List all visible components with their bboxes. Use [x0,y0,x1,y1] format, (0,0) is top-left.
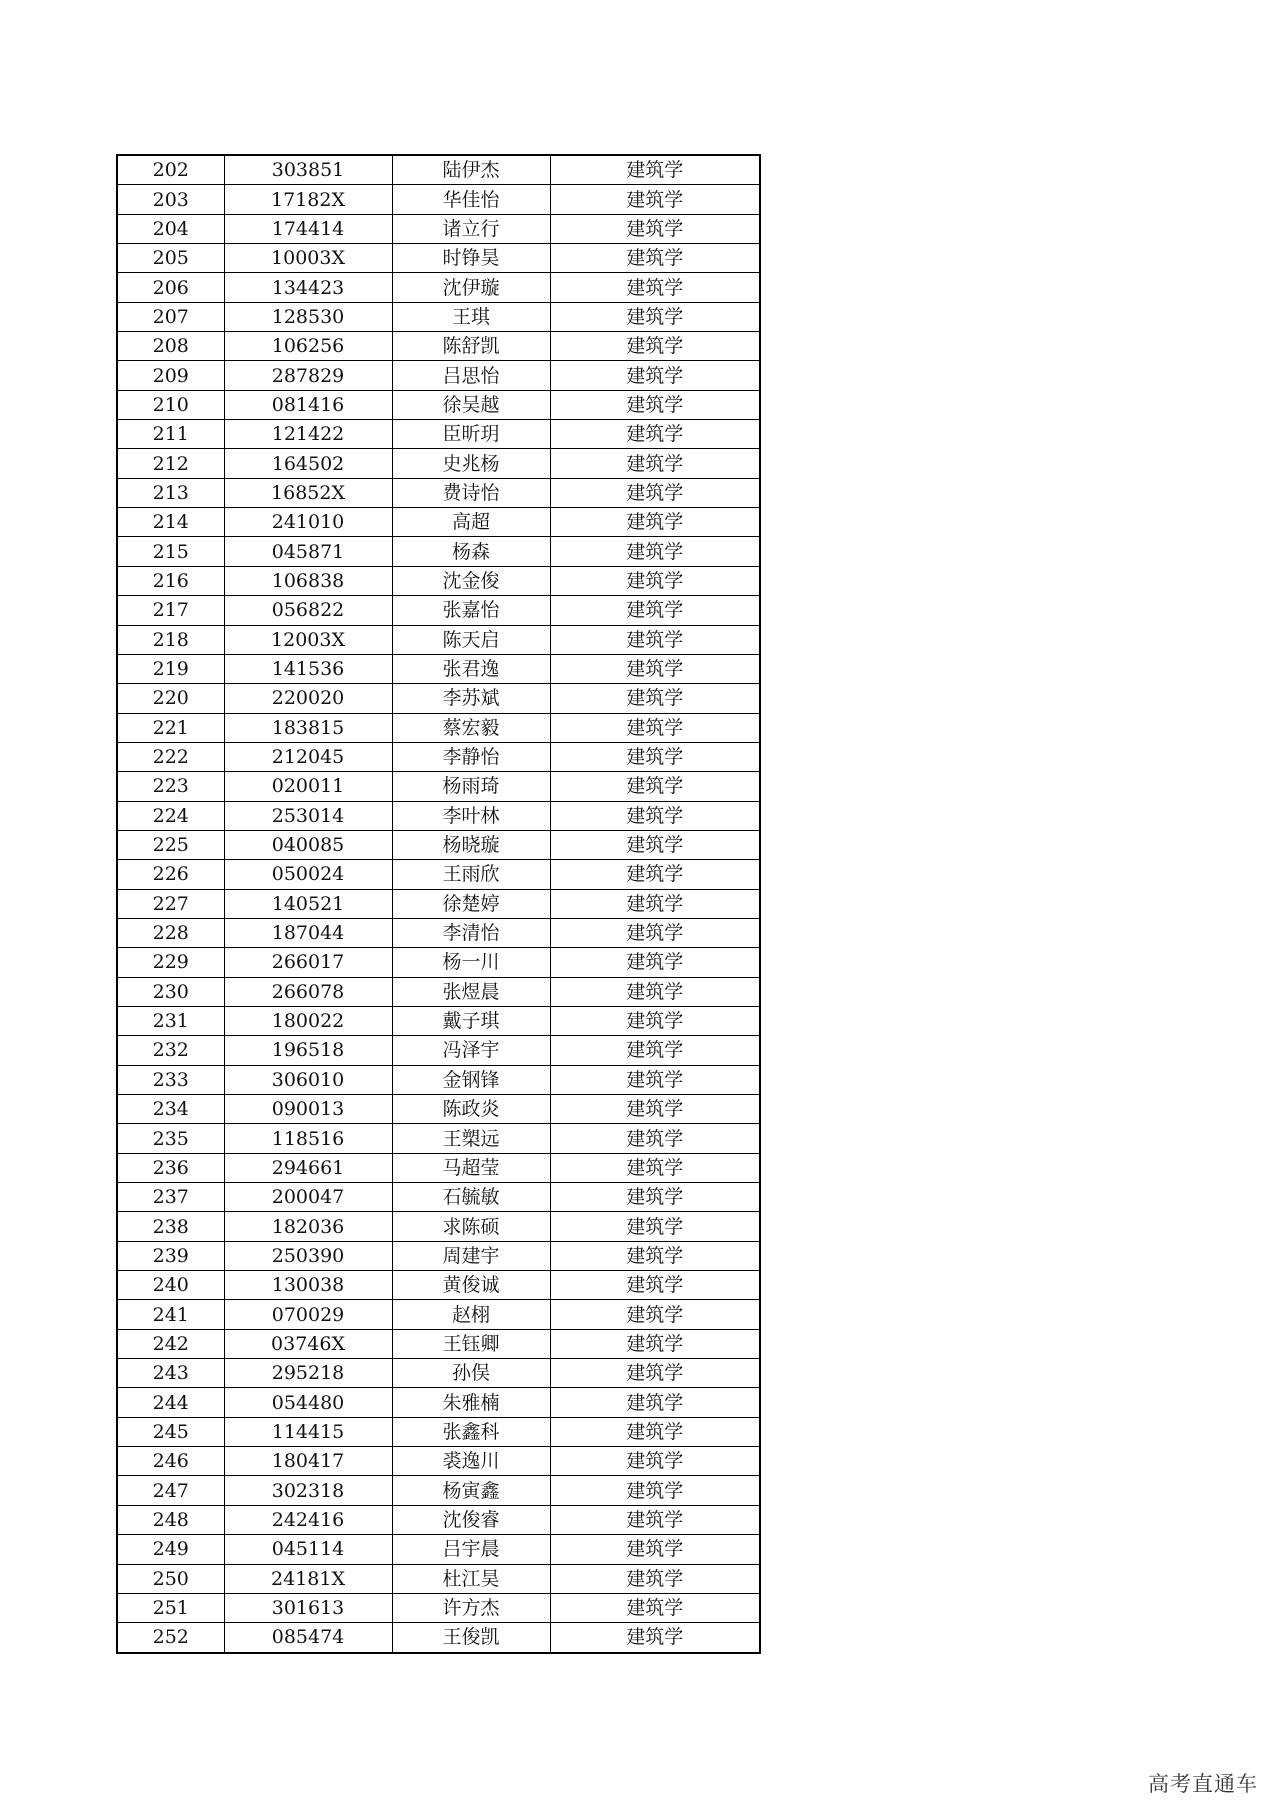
student-name-cell: 石毓敏 [392,1183,550,1212]
id-suffix-cell: 306010 [224,1065,392,1094]
table-row [117,566,760,595]
row-number-cell: 223 [117,772,224,801]
student-name-cell: 徐楚婷 [392,889,550,918]
id-suffix-cell: 141536 [224,654,392,683]
id-suffix-cell: 114415 [224,1417,392,1446]
id-suffix-cell: 174414 [224,214,392,243]
id-suffix-cell: 182036 [224,1212,392,1241]
major-cell: 建筑学 [550,537,760,566]
id-suffix-cell: 301613 [224,1593,392,1622]
table-row [117,244,760,273]
student-name-cell: 李苏斌 [392,684,550,713]
major-cell: 建筑学 [550,214,760,243]
student-name-cell: 王俊凯 [392,1623,550,1653]
id-suffix-cell: 164502 [224,449,392,478]
id-suffix-cell: 303851 [224,155,392,185]
table-row [117,361,760,390]
student-name-cell: 杨寅鑫 [392,1476,550,1505]
table-row [117,185,760,214]
table-row [117,801,760,830]
major-cell: 建筑学 [550,1300,760,1329]
major-cell: 建筑学 [550,420,760,449]
row-number-cell: 238 [117,1212,224,1241]
id-suffix-cell: 040085 [224,830,392,859]
table-row [117,1447,760,1476]
row-number-cell: 235 [117,1124,224,1153]
major-cell: 建筑学 [550,273,760,302]
row-number-cell: 249 [117,1535,224,1564]
major-cell: 建筑学 [550,185,760,214]
table-row [117,596,760,625]
id-suffix-cell: 106838 [224,566,392,595]
table-row [117,302,760,331]
row-number-cell: 218 [117,625,224,654]
row-number-cell: 208 [117,332,224,361]
student-name-cell: 杨森 [392,537,550,566]
student-name-cell: 赵栩 [392,1300,550,1329]
table-row [117,1417,760,1446]
row-number-cell: 214 [117,508,224,537]
id-suffix-cell: 070029 [224,1300,392,1329]
row-number-cell: 221 [117,713,224,742]
id-suffix-cell: 220020 [224,684,392,713]
row-number-cell: 240 [117,1271,224,1300]
id-suffix-cell: 287829 [224,361,392,390]
id-suffix-cell: 121422 [224,420,392,449]
major-cell: 建筑学 [550,772,760,801]
id-suffix-cell: 118516 [224,1124,392,1153]
student-name-cell: 冯泽宇 [392,1036,550,1065]
table-row [117,1535,760,1564]
table-row [117,1388,760,1417]
major-cell: 建筑学 [550,566,760,595]
table-row [117,214,760,243]
row-number-cell: 216 [117,566,224,595]
row-number-cell: 234 [117,1095,224,1124]
row-number-cell: 243 [117,1359,224,1388]
major-cell: 建筑学 [550,1095,760,1124]
major-cell: 建筑学 [550,1153,760,1182]
id-suffix-cell: 090013 [224,1095,392,1124]
id-suffix-cell: 250390 [224,1241,392,1270]
id-suffix-cell: 056822 [224,596,392,625]
id-suffix-cell: 130038 [224,1271,392,1300]
id-suffix-cell: 03746X [224,1329,392,1358]
table-row [117,1564,760,1593]
major-cell: 建筑学 [550,654,760,683]
id-suffix-cell: 081416 [224,390,392,419]
table-row [117,478,760,507]
id-suffix-cell: 10003X [224,244,392,273]
student-name-cell: 周建宇 [392,1241,550,1270]
table-row [117,1593,760,1622]
row-number-cell: 246 [117,1447,224,1476]
student-name-cell: 张煜晨 [392,977,550,1006]
major-cell: 建筑学 [550,1241,760,1270]
id-suffix-cell: 085474 [224,1623,392,1653]
row-number-cell: 205 [117,244,224,273]
major-cell: 建筑学 [550,361,760,390]
major-cell: 建筑学 [550,1447,760,1476]
table-row [117,273,760,302]
major-cell: 建筑学 [550,1535,760,1564]
table-row [117,1183,760,1212]
table-row [117,742,760,771]
student-name-cell: 杜江昊 [392,1564,550,1593]
major-cell: 建筑学 [550,302,760,331]
row-number-cell: 212 [117,449,224,478]
row-number-cell: 228 [117,918,224,947]
row-number-cell: 239 [117,1241,224,1270]
row-number-cell: 248 [117,1505,224,1534]
id-suffix-cell: 106256 [224,332,392,361]
major-cell: 建筑学 [550,625,760,654]
student-name-cell: 沈俊睿 [392,1505,550,1534]
row-number-cell: 210 [117,390,224,419]
student-name-cell: 蔡宏毅 [392,713,550,742]
table-row [117,684,760,713]
table-row [117,772,760,801]
row-number-cell: 237 [117,1183,224,1212]
row-number-cell: 236 [117,1153,224,1182]
student-name-cell: 王钰卿 [392,1329,550,1358]
major-cell: 建筑学 [550,390,760,419]
row-number-cell: 202 [117,155,224,185]
major-cell: 建筑学 [550,860,760,889]
table-row [117,1241,760,1270]
major-cell: 建筑学 [550,801,760,830]
row-number-cell: 250 [117,1564,224,1593]
major-cell: 建筑学 [550,1505,760,1534]
student-name-cell: 杨晓璇 [392,830,550,859]
student-name-cell: 吕思怡 [392,361,550,390]
id-suffix-cell: 050024 [224,860,392,889]
major-cell: 建筑学 [550,1564,760,1593]
row-number-cell: 219 [117,654,224,683]
student-name-cell: 戴子琪 [392,1006,550,1035]
id-suffix-cell: 134423 [224,273,392,302]
table-row [117,1095,760,1124]
table-row [117,654,760,683]
student-name-cell: 陈舒凯 [392,332,550,361]
student-name-cell: 吕宇晨 [392,1535,550,1564]
table-row [117,948,760,977]
row-number-cell: 217 [117,596,224,625]
table-row [117,332,760,361]
major-cell: 建筑学 [550,742,760,771]
row-number-cell: 244 [117,1388,224,1417]
table-row [117,1036,760,1065]
major-cell: 建筑学 [550,918,760,947]
table-row [117,1359,760,1388]
table-row [117,1623,760,1653]
row-number-cell: 220 [117,684,224,713]
id-suffix-cell: 295218 [224,1359,392,1388]
table-row [117,1153,760,1182]
major-cell: 建筑学 [550,1593,760,1622]
id-suffix-cell: 045871 [224,537,392,566]
id-suffix-cell: 200047 [224,1183,392,1212]
student-name-cell: 裘逸川 [392,1447,550,1476]
major-cell: 建筑学 [550,1036,760,1065]
major-cell: 建筑学 [550,684,760,713]
student-name-cell: 史兆杨 [392,449,550,478]
student-name-cell: 时铮昊 [392,244,550,273]
id-suffix-cell: 266017 [224,948,392,977]
major-cell: 建筑学 [550,1359,760,1388]
major-cell: 建筑学 [550,1623,760,1653]
student-name-cell: 张君逸 [392,654,550,683]
student-name-cell: 华佳怡 [392,185,550,214]
id-suffix-cell: 020011 [224,772,392,801]
id-suffix-cell: 24181X [224,1564,392,1593]
major-cell: 建筑学 [550,977,760,1006]
id-suffix-cell: 140521 [224,889,392,918]
row-number-cell: 225 [117,830,224,859]
row-number-cell: 211 [117,420,224,449]
row-number-cell: 203 [117,185,224,214]
row-number-cell: 231 [117,1006,224,1035]
student-name-cell: 张鑫科 [392,1417,550,1446]
student-name-cell: 臣昕玥 [392,420,550,449]
student-name-cell: 高超 [392,508,550,537]
table-row [117,1065,760,1094]
table-row [117,918,760,947]
id-suffix-cell: 187044 [224,918,392,947]
student-name-cell: 陆伊杰 [392,155,550,185]
table-row [117,625,760,654]
id-suffix-cell: 12003X [224,625,392,654]
student-name-cell: 朱雅楠 [392,1388,550,1417]
major-cell: 建筑学 [550,332,760,361]
row-number-cell: 252 [117,1623,224,1653]
id-suffix-cell: 212045 [224,742,392,771]
row-number-cell: 222 [117,742,224,771]
student-name-cell: 陈天启 [392,625,550,654]
admission-list-table [116,154,761,1654]
major-cell: 建筑学 [550,596,760,625]
major-cell: 建筑学 [550,244,760,273]
row-number-cell: 207 [117,302,224,331]
row-number-cell: 206 [117,273,224,302]
major-cell: 建筑学 [550,449,760,478]
row-number-cell: 229 [117,948,224,977]
major-cell: 建筑学 [550,948,760,977]
id-suffix-cell: 242416 [224,1505,392,1534]
student-name-cell: 黄俊诚 [392,1271,550,1300]
table-row [117,508,760,537]
row-number-cell: 247 [117,1476,224,1505]
student-name-cell: 许方杰 [392,1593,550,1622]
row-number-cell: 204 [117,214,224,243]
student-name-cell: 金钢锋 [392,1065,550,1094]
id-suffix-cell: 128530 [224,302,392,331]
student-name-cell: 求陈硕 [392,1212,550,1241]
table-row [117,1271,760,1300]
table-row [117,1505,760,1534]
student-name-cell: 王槊远 [392,1124,550,1153]
major-cell: 建筑学 [550,1388,760,1417]
student-name-cell: 孙俣 [392,1359,550,1388]
major-cell: 建筑学 [550,155,760,185]
row-number-cell: 245 [117,1417,224,1446]
id-suffix-cell: 16852X [224,478,392,507]
major-cell: 建筑学 [550,508,760,537]
admission-list-body [117,155,760,1653]
row-number-cell: 213 [117,478,224,507]
student-name-cell: 徐吴越 [392,390,550,419]
id-suffix-cell: 266078 [224,977,392,1006]
major-cell: 建筑学 [550,1065,760,1094]
id-suffix-cell: 045114 [224,1535,392,1564]
row-number-cell: 215 [117,537,224,566]
row-number-cell: 233 [117,1065,224,1094]
major-cell: 建筑学 [550,1417,760,1446]
table-row [117,155,760,185]
student-name-cell: 诸立行 [392,214,550,243]
table-row [117,1329,760,1358]
id-suffix-cell: 180417 [224,1447,392,1476]
major-cell: 建筑学 [550,713,760,742]
table-row [117,449,760,478]
table-row [117,889,760,918]
major-cell: 建筑学 [550,1329,760,1358]
major-cell: 建筑学 [550,889,760,918]
student-name-cell: 陈政炎 [392,1095,550,1124]
row-number-cell: 226 [117,860,224,889]
row-number-cell: 251 [117,1593,224,1622]
table-row [117,1300,760,1329]
table-row [117,1212,760,1241]
table-row [117,1006,760,1035]
id-suffix-cell: 241010 [224,508,392,537]
row-number-cell: 224 [117,801,224,830]
student-name-cell: 李叶林 [392,801,550,830]
table-row [117,713,760,742]
id-suffix-cell: 183815 [224,713,392,742]
student-name-cell: 费诗怡 [392,478,550,507]
major-cell: 建筑学 [550,478,760,507]
student-name-cell: 李清怡 [392,918,550,947]
row-number-cell: 227 [117,889,224,918]
id-suffix-cell: 054480 [224,1388,392,1417]
student-name-cell: 王琪 [392,302,550,331]
student-name-cell: 杨雨琦 [392,772,550,801]
table-row [117,830,760,859]
row-number-cell: 230 [117,977,224,1006]
student-name-cell: 沈伊璇 [392,273,550,302]
row-number-cell: 232 [117,1036,224,1065]
major-cell: 建筑学 [550,1006,760,1035]
row-number-cell: 209 [117,361,224,390]
student-name-cell: 杨一川 [392,948,550,977]
id-suffix-cell: 180022 [224,1006,392,1035]
id-suffix-cell: 253014 [224,801,392,830]
major-cell: 建筑学 [550,1124,760,1153]
site-watermark: 高考直通车 [1148,1772,1258,1796]
major-cell: 建筑学 [550,1476,760,1505]
id-suffix-cell: 17182X [224,185,392,214]
table-row [117,1476,760,1505]
id-suffix-cell: 302318 [224,1476,392,1505]
student-name-cell: 张嘉怡 [392,596,550,625]
student-name-cell: 沈金俊 [392,566,550,595]
student-name-cell: 李静怡 [392,742,550,771]
table-row [117,420,760,449]
major-cell: 建筑学 [550,1212,760,1241]
id-suffix-cell: 196518 [224,1036,392,1065]
table-row [117,1124,760,1153]
major-cell: 建筑学 [550,1183,760,1212]
student-name-cell: 王雨欣 [392,860,550,889]
table-row [117,977,760,1006]
row-number-cell: 241 [117,1300,224,1329]
major-cell: 建筑学 [550,1271,760,1300]
table-row [117,390,760,419]
student-name-cell: 马超莹 [392,1153,550,1182]
row-number-cell: 242 [117,1329,224,1358]
major-cell: 建筑学 [550,830,760,859]
table-row [117,860,760,889]
table-row [117,537,760,566]
id-suffix-cell: 294661 [224,1153,392,1182]
